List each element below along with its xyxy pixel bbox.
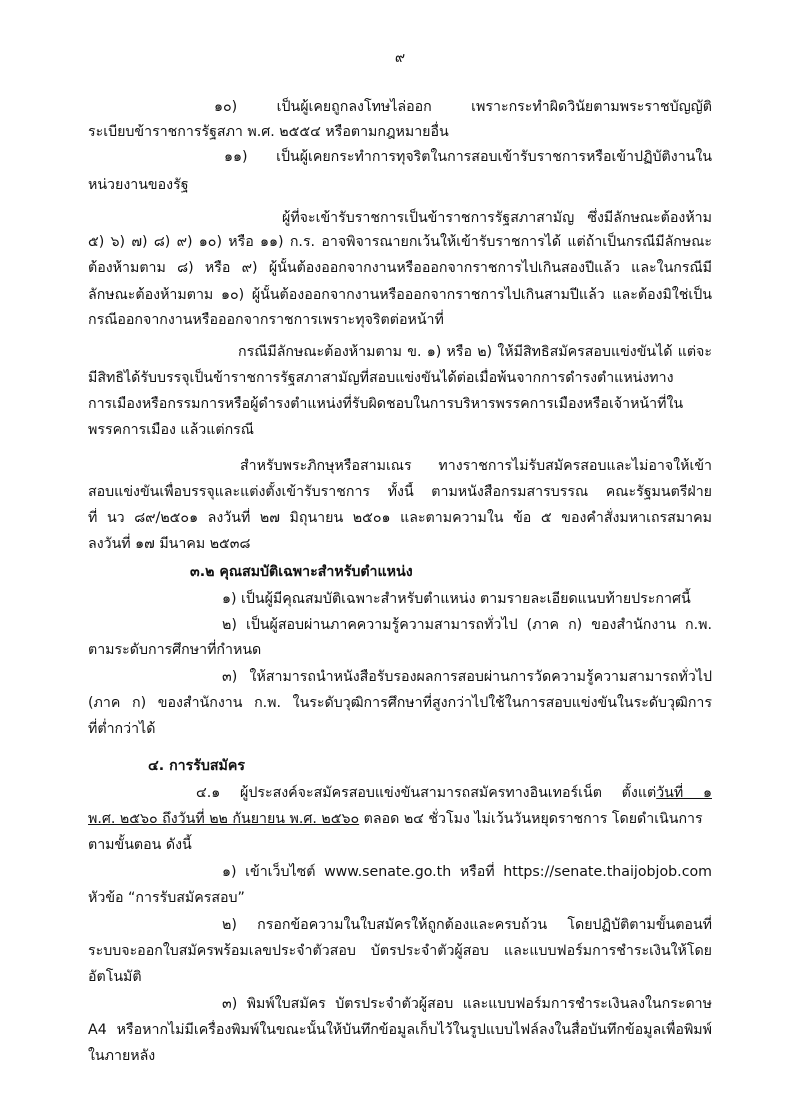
section-heading-3-2: ๓.๒ คุณสมบัติเฉพาะสำหรับตำแหน่ง xyxy=(190,564,413,580)
text-line: ลงวันที่ ๑๗ มีนาคม ๒๕๓๘ xyxy=(88,536,251,552)
text-line: ตามขั้นตอน ดังนี้ xyxy=(88,837,192,853)
text-line: มีสิทธิได้รับบรรจุเป็นข้าราชการรัฐสภาสามัญที่สอบแข่งขันได้ต่อเมื่อพ้นจากการดำรงตำแหน่งทาง xyxy=(88,370,674,386)
text-line: สำหรับพระภิกษุหรือสามเณร ทางราชการไม่รับสมัครสอบและไม่อาจให้เข้า xyxy=(240,458,712,474)
text-line: พรรคการเมือง แล้วแต่กรณี xyxy=(88,422,254,438)
text-line: A4 หรือหากไม่มีเครื่องพิมพ์ในขณะนั้นให้บันทึกข้อมูลเก็บไว้ในรูปแบบไฟล์ลงในสื่อบันทึกข้อมูลเพื่อพิมพ์ xyxy=(88,1022,712,1038)
text-line: ที่ นว ๘๙/๒๕๐๑ ลงวันที่ ๒๗ มิถุนายน ๒๕๐๑ และตามความใน ข้อ ๕ ของคำสั่งมหาเถรสมาคม xyxy=(88,510,712,526)
text-line: หัวข้อ “การรับสมัครสอบ” xyxy=(88,890,245,906)
underlined-date: พ.ศ. ๒๕๖๐ ถึงวันที่ ๒๒ กันยายน พ.ศ. ๒๕๖๐ xyxy=(88,811,360,827)
text-line: ที่ต่ำกว่าได้ xyxy=(88,721,156,737)
text-line: ต้องห้ามตาม ๘) หรือ ๙) ผู้นั้นต้องออกจากงานหรือออกจากราชการไปเกินสองปีแล้ว และในกรณีมี xyxy=(88,260,712,276)
text-line: กรณีมีลักษณะต้องห้ามตาม ข. ๑) หรือ ๒) ให้มีสิทธิสมัครสอบแข่งขันได้ แต่จะ xyxy=(238,344,712,360)
section-heading-4: ๔. การรับสมัคร xyxy=(148,758,245,774)
text-line: ๑) เข้าเว็บไซต์ www.senate.go.th หรือที่ https://senate.thaijobjob.com xyxy=(222,864,712,880)
text-line: กรณีออกจากงานหรือออกจากราชการเพราะทุจริตต่อหน้าที่ xyxy=(88,312,444,328)
text-line: การเมืองหรือกรรมการหรือผู้ดำรงตำแหน่งที่รับผิดชอบในการบริหารพรรคการเมืองหรือเจ้าหน้าที่ใน xyxy=(88,396,684,412)
text-line: ลักษณะต้องห้ามตาม ๑๐) ผู้นั้นต้องออกจากงานหรือออกจากราชการไปเกินสามปีแล้ว และต้องมิใช่เป็น xyxy=(88,287,712,303)
text-line: หน่วยงานของรัฐ xyxy=(88,177,189,193)
text-segment: ๔.๑ ผู้ประสงค์จะสมัครสอบแข่งขันสามารถสมัครทางอินเทอร์เน็ต ตั้งแต่ xyxy=(196,785,657,801)
text-line: ๕) ๖) ๗) ๘) ๙) ๑๐) หรือ ๑๑) ก.ร. อาจพิจารณายกเว้นให้เข้ารับราชการได้ แต่ถ้าเป็นกรณีมีลักษณะ xyxy=(88,234,712,250)
page-number: ๙ xyxy=(394,50,406,66)
text-line: (ภาค ก) ของสำนักงาน ก.พ. ในระดับวุฒิการศึกษาที่สูงกว่าไปใช้ในการสอบแข่งขันในระดับวุฒิการ xyxy=(88,695,712,711)
text-line: ๒) กรอกข้อความในใบสมัครให้ถูกต้องและครบถ้วน โดยปฏิบัติตามขั้นตอนที่ xyxy=(222,917,712,933)
text-line: สอบแข่งขันเพื่อบรรจุและแต่งตั้งเข้ารับราชการ ทั้งนี้ ตามหนังสือกรมสารบรรณ คณะรัฐมนตรีฝ่าย xyxy=(88,484,712,500)
text-line: ๓) พิมพ์ใบสมัคร บัตรประจำตัวผู้สอบ และแบบฟอร์มการชำระเงินลงในกระดาษ xyxy=(222,996,712,1012)
text-line-4-1 xyxy=(196,783,712,803)
text-line: ระบบจะออกใบสมัครพร้อมเลขประจำตัวสอบ บัตรประจำตัวผู้สอบ และแบบฟอร์มการชำระเงินให้โดย xyxy=(88,943,712,959)
text-line: ผู้ที่จะเข้ารับราชการเป็นข้าราชการรัฐสภาสามัญ ซึ่งมีลักษณะต้องห้าม xyxy=(282,210,712,226)
text-line: ๑๐) เป็นผู้เคยถูกลงโทษไล่ออก เพราะกระทำผิดวินัยตามพระราชบัญญัติ xyxy=(214,99,712,115)
text-line: ๓) ให้สามารถนำหนังสือรับรองผลการสอบผ่านการวัดความรู้ความสามารถทั่วไป xyxy=(222,669,712,685)
text-segment: ตลอด ๒๔ ชั่วโมง ไม่เว้นวันหยุดราชการ โดยดำเนินการ xyxy=(359,811,703,827)
text-line: อัตโนมัติ xyxy=(88,969,142,985)
text-line-4-1-cont xyxy=(88,809,703,829)
text-line: ๑) เป็นผู้มีคุณสมบัติเฉพาะสำหรับตำแหน่ง ตามรายละเอียดแนบท้ายประกาศนี้ xyxy=(222,591,691,607)
text-line: ๒) เป็นผู้สอบผ่านภาคความรู้ความสามารถทั่วไป (ภาค ก) ของสำนักงาน ก.พ. xyxy=(222,617,712,633)
text-line: ระเบียบข้าราชการรัฐสภา พ.ศ. ๒๕๕๔ หรือตามกฎหมายอื่น xyxy=(88,124,449,140)
text-line: ตามระดับการศึกษาที่กำหนด xyxy=(88,642,262,658)
text-line: ในภายหลัง xyxy=(88,1048,156,1064)
underlined-date: วันที่ ๑ xyxy=(656,785,712,801)
text-line: ๑๑) เป็นผู้เคยกระทำการทุจริตในการสอบเข้ารับราชการหรือเข้าปฏิบัติงานใน xyxy=(224,149,712,165)
